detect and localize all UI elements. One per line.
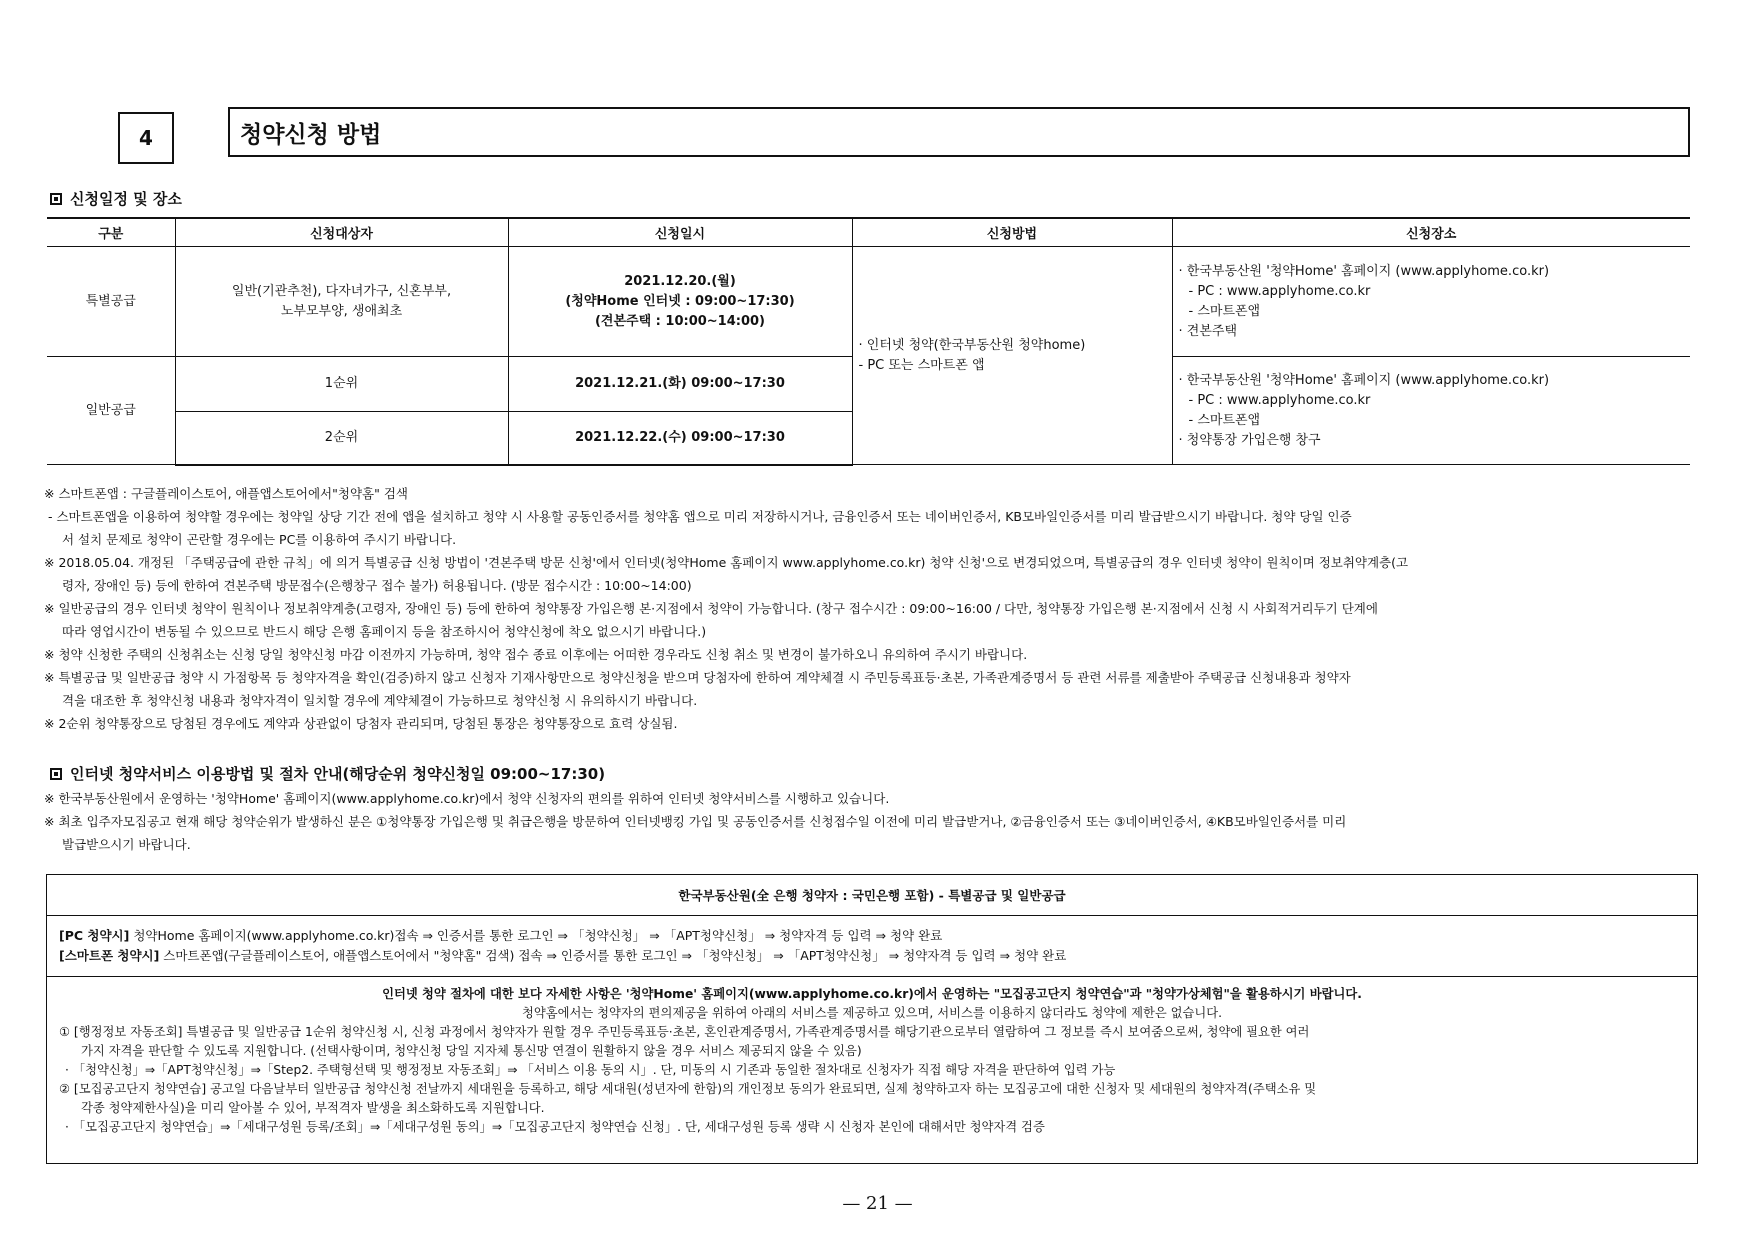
rank1-datetime: 2021.12.21.(화) 09:00~17:30 [508,357,852,412]
mobile-procedure [59,946,1685,966]
special-target [175,247,508,357]
datetime-line: 2021.12.20.(월) [624,273,736,289]
col-header: 구분 [47,218,175,247]
note-line: 따라 영업시간이 변동될 수 있으므로 반드시 해당 은행 홈페이지 등을 참조하시어 청약신청에 착오 없으시기 바랍니다.) [62,624,707,639]
note-line: 서 설치 문제로 청약이 곤란할 경우에는 PC를 이용하여 주시기 바랍니다. [62,532,457,547]
schedule-notes [44,482,1704,735]
note-line: ※ 최초 입주자모집공고 현재 해당 청약순위가 발생하신 분은 ①청약통장 가입은행 및 취급은행을 방문하여 인터넷뱅킹 가입 및 공동인증서를 신청접수일 이전에 미리 발급받거나, ②금융인증서 또는 ③네이버인증서, ④KB모바일인증서를 미리 [44,814,1347,829]
special-place [1172,247,1690,357]
note-line: ※ 청약 신청한 주택의 신청취소는 신청 당일 청약신청 마감 이전까지 가능하며, 청약 접수 종료 이후에는 어떠한 경우라도 신청 취소 및 변경이 불가하오니 유의하여 주시기 바랍니다. [44,647,1028,662]
place-line: - 스마트폰앱 [1188,303,1261,319]
place-line: · 견본주택 [1178,323,1237,339]
schedule-table [47,217,1690,466]
note-line: ※ 일반공급의 경우 인터넷 청약이 원칙이나 정보취약계층(고령자, 장애인 등) 등에 한하여 청약통장 가입은행 본·지점에서 청약이 가능합니다. (창구 접수시간 : 09:00~16:00 / 다만, 청약통장 가입은행 본·지점에서 신청 시 사회적거리두기 단계에 [44,601,1378,616]
target-line: 노부모부양, 생애최초 [280,303,403,319]
place-line: · 한국부동산원 '청약Home' 홈페이지 (www.applyhome.co.kr) [1178,263,1550,279]
place-line: · 한국부동산원 '청약Home' 홈페이지 (www.applyhome.co.kr) [1178,372,1550,388]
square-bullet-icon [50,193,62,205]
datetime-line: (견본주택 : 10:00~14:00) [594,313,766,329]
col-header: 신청장소 [1172,218,1690,247]
note-line: ※ 2018.05.04. 개정된 「주택공급에 관한 규칙」에 의거 특별공급 신청 방법이 '견본주택 방문 신청'에서 인터넷(청약Home 홈페이지 www.applyhome.co.kr) 청약 신청'으로 변경되었으며, 특별공급의 경우 인터넷 청약이 원칙이며 정보취약계층(고 [44,555,1409,570]
apply-method [852,247,1172,465]
mobile-label: [스마트폰 청약시] [59,948,160,963]
square-bullet-icon [50,768,62,780]
col-header: 신청일시 [508,218,852,247]
table-header-row [47,218,1690,247]
rank2-datetime: 2021.12.22.(수) 09:00~17:30 [508,412,852,465]
col-header: 신청방법 [852,218,1172,247]
internet-notes [44,787,1704,856]
table-row [47,247,1690,357]
method-line: · 인터넷 청약(한국부동산원 청약home) [858,337,1086,353]
mobile-text: 스마트폰앱(구글플레이스토어, 애플앱스토어에서 "청약홈" 검색) 접속 ⇒ 인증서를 통한 로그인 ⇒ 「청약신청」 ⇒ 「APT청약신청」 ⇒ 청약자격 등 입력 ⇒ 청약 완료 [159,948,1067,963]
detail-line: · 「모집공고단지 청약연습」⇒「세대구성원 등록/조회」⇒「세대구성원 동의」⇒「모집공고단지 청약연습 신청」. 단, 세대구성원 등록 생략 시 신청자 본인에 대해서만 청약자격 검증 [65,1120,1045,1134]
rank1-label: 1순위 [175,357,508,412]
detail-line: ① [행정정보 자동조회] 특별공급 및 일반공급 1순위 청약신청 시, 신청 과정에서 청약자가 원할 경우 주민등록표등·초본, 혼인관계증명서, 가족관계증명서를 해당기관으로부터 열람하여 그 정보를 즉시 보여줌으로써, 청약에 필요한 여러 [59,1025,1310,1039]
box-title: 한국부동산원(全 은행 청약자 : 국민은행 포함) - 특별공급 및 일반공급 [47,875,1697,916]
detail-title: 인터넷 청약 절차에 대한 보다 자세한 사항은 '청약Home' 홈페이지(www.applyhome.co.kr)에서 운영하는 "모집공고단지 청약연습"과 "청약가상체험"을 활용하시기 바랍니다. [382,987,1362,1001]
place-line: · 청약통장 가입은행 창구 [1178,432,1321,448]
rank2-label: 2순위 [175,412,508,465]
page-number: — 21 — [842,1193,913,1214]
detail-subtitle: 청약홈에서는 청약자의 편의제공을 위하여 아래의 서비스를 제공하고 있으며, 서비스를 이용하지 않더라도 청약에 제한은 없습니다. [521,1006,1223,1020]
note-line: 발급받으시기 바랍니다. [62,837,191,852]
note-line: 령자, 장애인 등) 등에 한하여 견본주택 방문접수(은행창구 접수 불가) 허용됩니다. (방문 접수시간 : 10:00~14:00) [62,578,692,593]
datetime-line: (청약Home 인터넷 : 09:00~17:30) [565,293,795,309]
note-line: ※ 2순위 청약통장으로 당첨된 경우에도 계약과 상관없이 당첨자 관리되며, 당첨된 통장은 청약통장으로 효력 상실됨. [44,716,678,731]
note-line: 격을 대조한 후 청약신청 내용과 청약자격이 일치할 경우에 계약체결이 가능하므로 청약신청 시 유의하시기 바랍니다. [62,693,698,708]
place-line: - PC : www.applyhome.co.kr [1188,392,1371,408]
place-line: - PC : www.applyhome.co.kr [1188,283,1371,299]
pc-procedure [59,926,1685,946]
pc-label: [PC 청약시] [59,928,130,943]
general-label: 일반공급 [47,357,175,465]
pc-text: 청약Home 홈페이지(www.applyhome.co.kr)접속 ⇒ 인증서를 통한 로그인 ⇒ 「청약신청」 ⇒ 「APT청약신청」 ⇒ 청약자격 등 입력 ⇒ 청약 완료 [129,928,943,943]
note-line: ※ 특별공급 및 일반공급 청약 시 가점항목 등 청약자격을 확인(검증)하지 않고 신청자 기재사항만으로 청약신청을 받으며 당첨자에 한하여 계약체결 시 주민등록표등·초본, 가족관계증명서 등 관련 서류를 제출받아 주택공급 신청내용과 청약자 [44,670,1351,685]
internet-heading [50,763,605,784]
place-line: - 스마트폰앱 [1188,412,1261,428]
apply-procedure-box [46,874,1698,1164]
special-label: 특별공급 [47,247,175,357]
section-title: 청약신청 방법 [228,107,1690,157]
special-datetime [508,247,852,357]
note-line: ※ 한국부동산원에서 운영하는 '청약Home' 홈페이지(www.applyhome.co.kr)에서 청약 신청자의 편의를 위하여 인터넷 청약서비스를 시행하고 있습니다. [44,791,890,806]
detail-line: ② [모집공고단지 청약연습] 공고일 다음날부터 일반공급 청약신청 전날까지 세대원을 등록하고, 해당 세대원(성년자에 한함)의 개인정보 동의가 완료되면, 실제 청약하고자 하는 모집공고에 대한 신청자 및 세대원의 청약자격(주택소유 및 [59,1082,1317,1096]
internet-heading-text: 인터넷 청약서비스 이용방법 및 절차 안내(해당순위 청약신청일 09:00~17:30) [70,765,606,783]
note-line: - 스마트폰앱을 이용하여 청약할 경우에는 청약일 상당 기간 전에 앱을 설치하고 청약 시 사용할 공동인증서를 청약홈 앱으로 미리 저장하시거나, 금융인증서 또는 네이버인증서, KB모바일인증서를 미리 발급받으시기 바랍니다. 청약 당일 인증 [48,509,1352,524]
note-line: ※ 스마트폰앱 : 구글플레이스토어, 애플앱스토어에서"청약홈" 검색 [44,486,408,501]
col-header: 신청대상자 [175,218,508,247]
schedule-heading [50,188,182,209]
detail-line: 각종 청약제한사실)을 미리 알아볼 수 있어, 부적격자 발생을 최소화하도록 지원합니다. [81,1101,545,1115]
method-line: - PC 또는 스마트폰 앱 [858,357,985,373]
section-number: 4 [118,112,174,164]
schedule-heading-text: 신청일정 및 장소 [70,190,182,208]
detail-line: 가지 자격을 판단할 수 있도록 지원합니다. (선택사항이며, 청약신청 당일 지자체 통신망 연결이 원활하지 않을 경우 서비스 제공되지 않을 수 있음) [81,1044,862,1058]
general-place [1172,357,1690,465]
detail-line: · 「청약신청」⇒「APT청약신청」⇒「Step2. 주택형선택 및 행정정보 자동조회」⇒ 「서비스 이용 동의 시」. 단, 미동의 시 기존과 동일한 절차대로 신청자가 직접 해당 자격을 판단하여 입력 가능 [65,1063,1116,1077]
target-line: 일반(기관추천), 다자녀가구, 신혼부부, [231,283,452,299]
